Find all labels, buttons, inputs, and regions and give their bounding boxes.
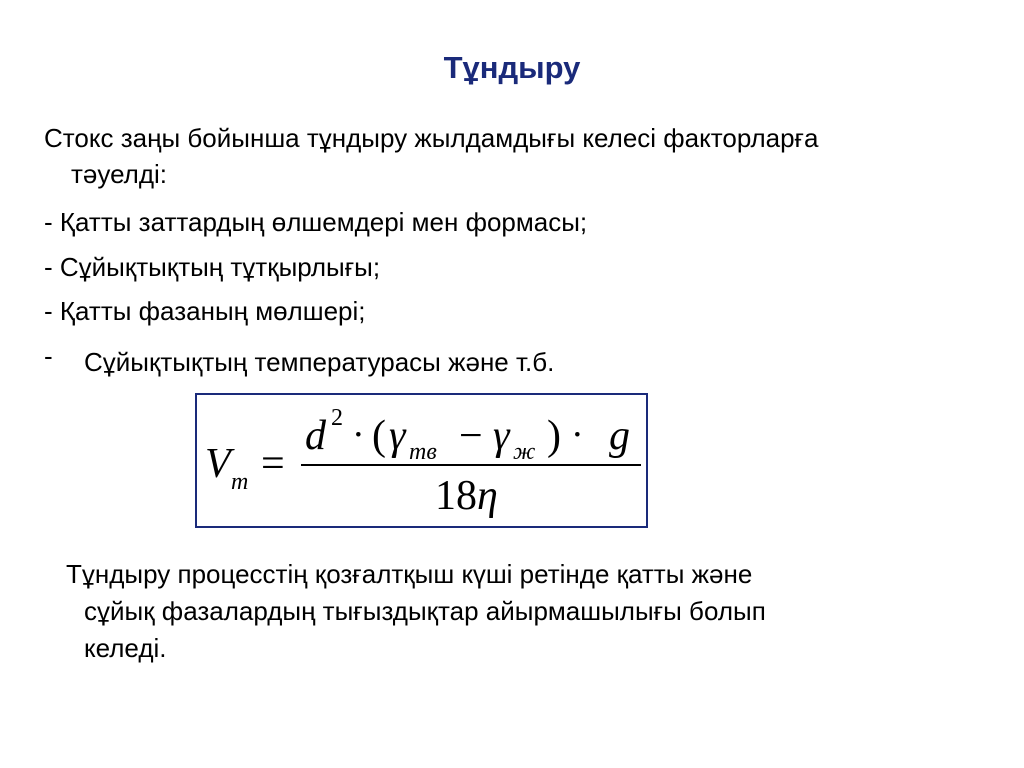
bullet-solid-size: - Қатты заттардың өлшемдері мен формасы; [44,207,588,237]
conclusion-paragraph [66,556,966,667]
bullet-viscosity: - Сұйықтықтың тұтқырлығы; [44,252,381,282]
formula-gamma-liquid-sub: ж [513,439,536,465]
conclusion-line-1: Тұндыру процесстің қозғалтқыш күші ретінде қатты және [66,559,753,589]
formula-gamma-liquid: γ [493,413,510,459]
formula-dot-2: · [571,414,584,456]
formula-exponent: 2 [331,405,343,431]
bullet-temperature-text: Сұйықтықтың температурасы және т.б. [84,347,555,377]
formula-eta: η [477,473,498,519]
formula-minus: − [459,413,483,459]
formula-lparen: ( [372,413,386,459]
formula-velocity: V [205,441,231,487]
stokes-formula [197,395,646,526]
intro-paragraph [44,120,994,192]
formula-gamma-solid: γ [389,413,406,459]
bullet-temperature [44,338,554,380]
conclusion-line-3: келеді. [84,633,167,663]
stokes-formula-box [195,393,648,528]
bullet-solid-amount: - Қатты фазаның мөлшері; [44,296,366,326]
formula-d: d [305,413,326,459]
conclusion-line-2: сұйық фазалардың тығыздықтар айырмашылығы болып [84,596,766,626]
bullet-dash: - [44,341,53,371]
formula-g: g [609,413,630,459]
formula-dot-1: · [352,414,365,456]
intro-line-2: тәуелді: [71,159,168,189]
formula-gamma-solid-sub: тв [409,439,437,465]
slide-title: Тұндыру [443,50,581,85]
formula-denominator-number: 18 [435,473,477,519]
formula-rparen: ) [547,413,561,459]
intro-line-1: Стокс заңы бойынша тұндыру жылдамдығы келесі факторларға [44,123,819,153]
formula-equals: = [261,441,285,487]
formula-velocity-sub: т [231,469,249,495]
